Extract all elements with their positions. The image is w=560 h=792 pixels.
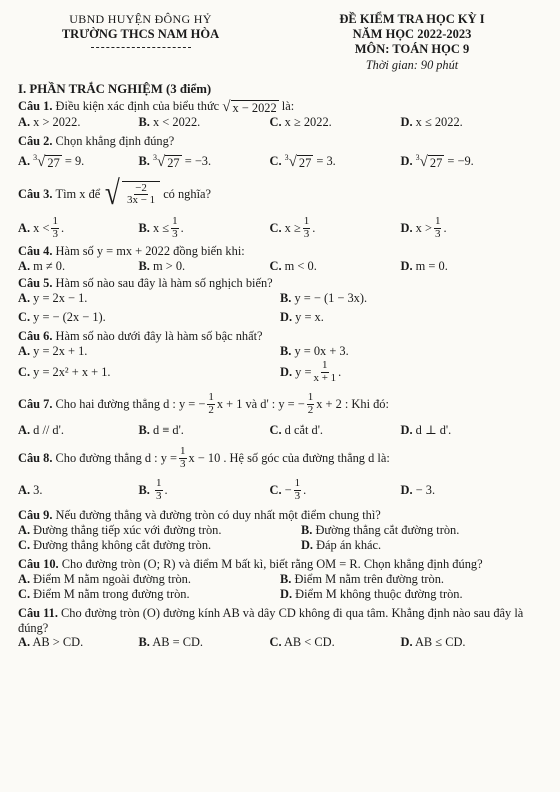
option-a[interactable]: A. Đường thẳng tiếp xúc với đường tròn.: [18, 523, 222, 538]
question-number: Câu 7.: [18, 397, 53, 412]
question-text: Hàm số y = mx + 2022 đồng biến khi:: [55, 244, 245, 259]
question-9: [18, 508, 542, 553]
options-row-2: [18, 310, 542, 325]
options-row-1: [18, 344, 542, 359]
question-number: Câu 11.: [18, 605, 58, 620]
question-stem: [18, 508, 542, 523]
options: [18, 115, 542, 130]
question-text: Tìm x để: [55, 186, 101, 201]
question-number: Câu 4.: [18, 244, 53, 259]
exam-info-block: [282, 10, 542, 82]
question-number: Câu 5.: [18, 276, 53, 291]
option-d[interactable]: D. m = 0.: [400, 259, 448, 274]
question-text: Chọn khẳng định đúng?: [55, 134, 175, 149]
option-b[interactable]: B. y = 0x + 3.: [280, 343, 349, 358]
question-number: Câu 1.: [18, 99, 53, 114]
question-6: [18, 329, 542, 387]
duration: Thời gian: 90 phút: [365, 58, 459, 72]
section-title: I. PHẦN TRẮC NGHIỆM (3 điểm): [18, 82, 212, 96]
question-text: Cho đường tròn (O) đường kính AB và dây CD không đi qua tâm. Khẳng định nào sau đây là đúng?: [18, 605, 524, 635]
option-b[interactable]: B. m > 0.: [138, 259, 186, 274]
question-8: [18, 444, 542, 504]
question-stem: [18, 606, 542, 636]
exam-header: [18, 10, 542, 82]
options: [18, 153, 542, 170]
option-d[interactable]: D. − 3.: [400, 482, 436, 497]
option-c[interactable]: C. x ≥ $\frac{1}{3}$ .: [269, 215, 316, 240]
option-b[interactable]: B. d ≡ d'.: [138, 422, 184, 437]
options: [18, 423, 542, 438]
option-a[interactable]: A. d // d'.: [18, 422, 64, 437]
options-row-2: [18, 359, 542, 387]
option-d[interactable]: D. Điểm M không thuộc đường tròn.: [280, 586, 463, 601]
question-text: Cho hai đường thẳng d : y = −: [55, 397, 206, 412]
question-stem: [18, 329, 542, 344]
question-10: [18, 557, 542, 602]
radicand: x − 2022: [232, 100, 277, 115]
exam-title: ĐỀ KIỂM TRA HỌC KỲ I: [339, 12, 485, 26]
option-c[interactable]: C. $^3$ √ 27 = 3.: [269, 153, 336, 171]
options-row-1: [18, 523, 542, 538]
options: [18, 214, 542, 242]
options: [18, 259, 542, 274]
option-d[interactable]: D. Đáp án khác.: [300, 538, 382, 553]
subject: MÔN: TOÁN HỌC 9: [354, 42, 470, 56]
question-number: Câu 3.: [18, 186, 53, 201]
square-root-fraction: √ $\frac{-2}{3x - 1}$: [103, 177, 160, 211]
option-d[interactable]: D. d ⊥ d'.: [400, 422, 452, 437]
question-stem: [18, 99, 542, 115]
question-1: [18, 99, 542, 130]
option-c[interactable]: C. Đường thẳng không cắt đường tròn.: [18, 538, 212, 553]
option-d[interactable]: D. x > $\frac{1}{3}$ .: [400, 215, 447, 240]
question-number: Câu 9.: [18, 508, 53, 523]
options-row-2: [18, 538, 542, 553]
option-b[interactable]: B. $\frac{1}{3}$ .: [138, 477, 168, 502]
option-d[interactable]: D. AB ≤ CD.: [400, 635, 466, 650]
option-a[interactable]: A. m ≠ 0.: [18, 259, 66, 274]
options-row-1: [18, 572, 542, 587]
option-b[interactable]: B. AB = CD.: [138, 635, 204, 650]
question-number: Câu 6.: [18, 328, 53, 343]
question-text: Hàm số nào sau đây là hàm số nghịch biến?: [55, 276, 273, 291]
square-root: √ x − 2022: [222, 99, 277, 116]
school-block: [18, 10, 263, 82]
option-c[interactable]: C. y = 2x² + x + 1.: [18, 365, 111, 380]
option-c[interactable]: C. Điểm M nằm trong đường tròn.: [18, 586, 190, 601]
option-b[interactable]: B. x ≤ $\frac{1}{3}$ .: [138, 215, 184, 240]
option-d[interactable]: D. y = x.: [280, 309, 324, 324]
question-text: Nếu đường thẳng và đường tròn có duy nhất một điểm chung thì?: [55, 508, 381, 523]
question-stem: [18, 134, 542, 149]
question-text: Hàm số nào dưới đây là hàm số bậc nhất?: [55, 328, 263, 343]
option-c[interactable]: C. d cắt d'.: [269, 422, 324, 437]
option-c[interactable]: C. y = − (2x − 1).: [18, 309, 106, 324]
option-c[interactable]: C. m < 0.: [269, 259, 317, 274]
option-a[interactable]: A. $^3$ √ 27 = 9.: [18, 153, 85, 171]
option-c[interactable]: C. AB < CD.: [269, 635, 335, 650]
option-a[interactable]: A. y = 2x + 1.: [18, 343, 88, 358]
question-number: Câu 8.: [18, 450, 53, 465]
question-text-end: có nghĩa?: [163, 186, 212, 201]
question-11: [18, 606, 542, 651]
question-4: [18, 244, 542, 274]
header-divider: [91, 47, 191, 48]
option-a[interactable]: A. Điểm M nằm ngoài đường tròn.: [18, 571, 191, 586]
question-stem: [18, 244, 542, 259]
question-number: Câu 10.: [18, 557, 59, 572]
district-name: UBND HUYỆN ĐÔNG HỶ: [69, 12, 212, 26]
question-2: [18, 134, 542, 170]
options: [18, 635, 542, 650]
question-stem: [18, 276, 542, 291]
options-row-2: [18, 587, 542, 602]
option-b[interactable]: B. $^3$ √ 27 = −3.: [138, 153, 212, 171]
option-a[interactable]: A. AB > CD.: [18, 635, 84, 650]
question-7: [18, 391, 542, 438]
option-b[interactable]: B. Đường thẳng cắt đường tròn.: [300, 523, 460, 538]
options-row-1: [18, 291, 542, 306]
option-d[interactable]: D. $^3$ √ 27 = −9.: [400, 153, 474, 171]
question-stem: [18, 174, 542, 214]
question-stem: Câu 8. Cho đường thẳng d : y = $\frac{1}{3}$ x − 10 . Hệ số góc của đường thẳng d là:: [18, 445, 390, 470]
option-c[interactable]: C. x ≥ 2022.: [269, 115, 332, 130]
option-a[interactable]: A. 3.: [18, 482, 43, 497]
option-c[interactable]: C. − $\frac{1}{3}$ .: [269, 477, 307, 502]
question-text: Cho đường thẳng d : y =: [55, 450, 177, 465]
option-d[interactable]: D. y = $\frac{1}{x + 1}$ .: [280, 359, 342, 385]
question-stem: [18, 557, 542, 572]
question-number: Câu 2.: [18, 134, 53, 149]
option-b[interactable]: B. y = − (1 − 3x).: [280, 291, 368, 306]
question-text-end: là:: [281, 99, 295, 114]
option-a[interactable]: A. y = 2x − 1.: [18, 291, 88, 306]
question-3: [18, 174, 542, 242]
question-5: [18, 276, 542, 325]
option-d[interactable]: D. x ≤ 2022.: [400, 115, 463, 130]
options: [18, 476, 542, 504]
question-stem: Câu 7. Cho hai đường thẳng d : y = − $\frac{1}{2}$ x + 1 và d' : y = − $\frac{1}{2}$ x + 2 : Khi đó:: [18, 391, 389, 417]
school-name: TRƯỜNG THCS NAM HÒA: [61, 27, 220, 42]
school-year: NĂM HỌC 2022-2023: [352, 27, 472, 41]
option-b[interactable]: B. x < 2022.: [138, 115, 201, 130]
option-b[interactable]: B. Điểm M nằm trên đường tròn.: [280, 571, 445, 586]
question-text: Điều kiện xác định của biểu thức: [55, 99, 220, 114]
option-a[interactable]: A. x < $\frac{1}{3}$ .: [18, 215, 65, 240]
option-a[interactable]: A. x > 2022.: [18, 115, 81, 130]
question-text: Cho đường tròn (O; R) và điểm M bất kì, biết rằng OM = R. Chọn khẳng định đúng?: [61, 557, 483, 572]
